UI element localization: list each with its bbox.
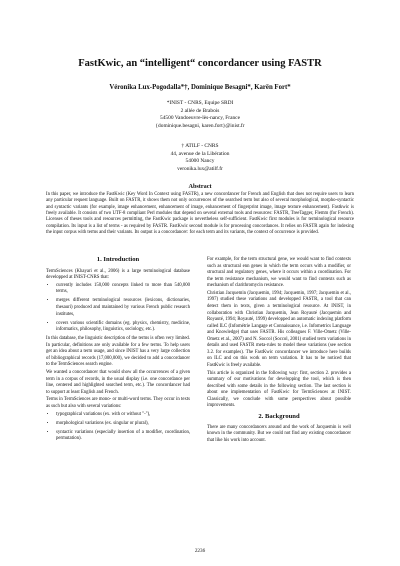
section-heading-introduction: 1. Introduction <box>96 256 140 263</box>
affiliation-email: {dominique.besagni, karen.fort}@inist.fr <box>155 122 245 129</box>
list-item: • typographical variations (ex. with or without "-"), <box>56 412 190 419</box>
paragraph: For example, for the term structural gene, we would want to find contexts such as structural enn genes in which the term occurs with a modifier, or structural and regulatory genes, where it occurs within a coordination. For the term resistance mechanism, we would want to find contexts such as mechanism of clarithromycin resistance. <box>207 257 351 289</box>
paragraph: Terms in TermSciences are mono- or multi-word terms. They occur in texts as such but also with several variations: <box>46 397 190 409</box>
list-item: • covers various scientific domains (eg. physics, chemistry, medicine, informatics, philosophy, linguistics, sociology, etc.). <box>56 321 190 334</box>
section-heading-background: 2. Background <box>258 412 300 420</box>
bullet-list <box>46 283 190 334</box>
affiliation-line: 54000 Nancy <box>185 158 215 165</box>
list-item: • currently includes 150,000 concepts linked to more than 540,000 terms, <box>56 283 190 296</box>
list-item: • syntactic variations (especially insertion of a modifier, coordination, permutation). <box>56 430 190 443</box>
page-number: 2236 <box>194 548 206 554</box>
affiliation-inist <box>0 100 400 130</box>
paragraph: TermSciences (Khayari et al., 2006) is a large terminological database developped at INIST-CNRS that: <box>46 268 190 281</box>
affiliation-line: 2 allée de Brabois <box>180 107 220 114</box>
paragraph: There are many concordancers around and the work of Jacquemin is well known in the community. But we could not find any existing concordancer that like his work into account. <box>207 424 351 443</box>
bullet-list <box>46 412 190 443</box>
author-list: Véronika Lux-Pogodalla*†, Dominique Besagni*, Karën Fort* <box>109 84 291 91</box>
paragraph: Christian Jacquemin (Jacquemin, 1994; Jacquemin, 1997; Jacquemin et al., 1997) studied these variations and developped FASTR, a tool that can detect them in texts, given a terminological resource. At INIST, in collaboration with Christian Jacquemin, Jean Royauté (Jacquemin and Royauté, 1994; Royauté, 1999) developped an automatic indexing platform called ILC (Infométrie Langage et Connaissance, i.e. Infometrics Language and Knowledge) that uses FASTR. His colleagues F. Ville-Ometz (Ville-Ometz et al., 2007) and N. Soccol (Soccol, 2001) studied term variations in details and used FASTR meta-rules to model these variations (see section 3.2. for examples). The FastKwic concordancer we introduce here builds on ILC and on this work on term variation. It has to be noticed that FastKwic is freely available. <box>207 290 351 368</box>
affiliation-atilf <box>0 143 400 173</box>
paragraph: This article is organized in the following way: first, section 2. provides a summary of our motivations for developping the tool, which is then described with some details in the following section. The last section is about one implementation of FastKwic for TermSciences at INIST. Classically, we conclude with some perspectives about possible improvements. <box>207 370 351 409</box>
affiliation-email: veronika.lux@atilf.fr <box>177 165 223 172</box>
abstract-heading: Abstract <box>188 183 212 190</box>
right-column <box>207 257 351 445</box>
list-item: • merges different terminological resources (lexicons, dictionaries, thesauri) produced and maintained by various French public research institutes, <box>56 298 190 318</box>
left-column <box>46 257 190 445</box>
affiliation-line: † ATILF - CNRS <box>181 143 219 149</box>
paragraph: In this database, the linguistic description of the terms is often very limited. In particular, definitions are only available for a few terms. To help users get an idea about a term usage, and since INIST has a very large collection of bibliographical records (17,000,000), we decided to add a concordancer to the TermSciences search engine. <box>46 336 190 368</box>
affiliation-line: 54500 Vandoeuvre-lès-nancy, France <box>160 115 240 122</box>
affiliation-line: 44, avenue de la Libération <box>170 150 230 157</box>
list-item: • morphological variations (ex. singular or plural), <box>56 421 190 428</box>
paper-title: FastKwic, an “intelligent“ concordancer using FASTR <box>78 58 322 69</box>
abstract-text: In this paper, we introduce the FastKwic (Key Word In Context using FASTR), a new concordancer for French and English that does not require users to learn any particular request language. Built on FASTR, it shows them not only occurrences of the searched term but also of several morphological, morpho-syntactic and syntactic variants (for example, image enhancement, enhancement of image, enhancement of fingerprint image, image texture enhancement). Fastkwic is freely available. It consists of two UTF-8 compliant Perl modules that depend on several external tools and resources: FASTR, TreeTagger, Flemm (for French). Licenses of theses tools and resources permitting, the FastKwic package is nevertheless self-sufficient. FastKwic first modules is for terminological resource compilation. Its input is a list of terms - as required by FASTR. FastKwic second module is for processing concordances. It relies on FASTR again for indexing the input corpus with terms and their variants. Its output is a concordancer: for each term and its variants, the context of occurrence is provided. <box>46 192 354 236</box>
affiliation-line: *INIST - CNRS, Equipe SRDI <box>166 100 234 106</box>
paragraph: We wanted a concordancer that would show all the occurrences of a given term in a corpus of records, in the usual display (i.e. one concordance per line, centered and highlighted searched term, etc.). The concordancer had to support at least English and French. <box>46 370 190 395</box>
